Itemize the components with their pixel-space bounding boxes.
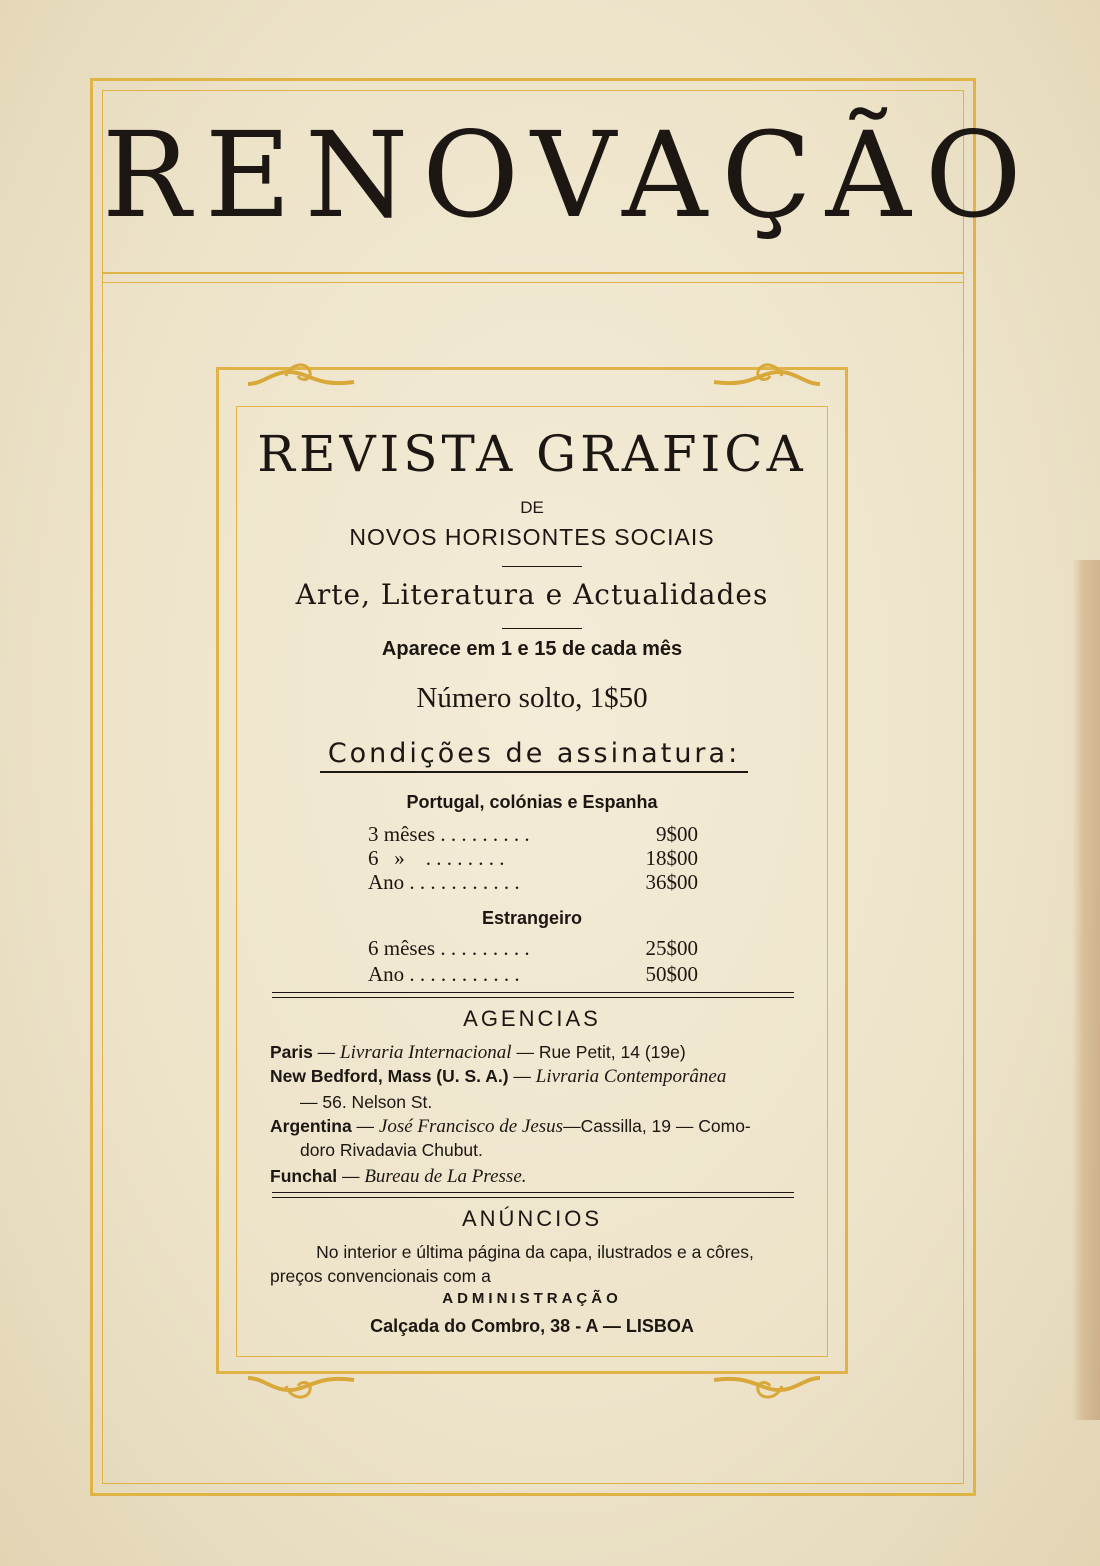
agency-argentina: Argentina — José Francisco de Jesus—Cassilla, 19 — Como- [270, 1116, 751, 1137]
agency-paris: Paris — Livraria Internacional — Rue Petit, 14 (19e) [270, 1042, 686, 1063]
agency-new-bedford-address: — 56. Nelson St. [300, 1092, 433, 1112]
subscription-heading: Condições de assinatura: [320, 738, 748, 773]
agencies-heading: AGENCIAS [463, 1006, 601, 1031]
ads-line-1: No interior e última página da capa, ilustrados e a côres, [316, 1242, 754, 1262]
price-row: 6 mêses . . . . . . . . . 25$00 [368, 936, 698, 960]
double-rule [272, 992, 794, 998]
masthead-rule [102, 282, 964, 283]
revista-de: DE [520, 498, 544, 517]
double-rule [272, 1192, 794, 1198]
masthead-title: RENOVAÇÃO [102, 106, 1036, 244]
agency-funchal: Funchal — Bureau de La Presse. [270, 1166, 527, 1187]
single-issue-price: Número solto, 1$50 [416, 682, 648, 714]
divider [502, 628, 582, 629]
art-nouveau-ornament-icon [246, 1370, 356, 1406]
administration-address: Calçada do Combro, 38 - A — LISBOA [370, 1316, 694, 1336]
revista-title: REVISTA GRAFICA [257, 425, 807, 483]
agency-new-bedford: New Bedford, Mass (U. S. A.) — Livraria Contemporânea [270, 1066, 727, 1087]
revista-subtitle: NOVOS HORISONTES SOCIAIS [349, 524, 715, 550]
price-row: Ano . . . . . . . . . . . 50$00 [368, 962, 698, 986]
divider [502, 566, 582, 567]
price-row: Ano . . . . . . . . . . . 36$00 [368, 870, 698, 894]
domestic-label: Portugal, colónias e Espanha [406, 792, 658, 812]
foreign-label: Estrangeiro [481, 908, 583, 928]
masthead-rule [102, 272, 964, 274]
price-row: 3 mêses . . . . . . . . . 9$00 [368, 822, 698, 846]
art-nouveau-ornament-icon [246, 356, 356, 392]
frequency-text: Aparece em 1 e 15 de cada mês [381, 638, 683, 660]
price-row: 6 » . . . . . . . . 18$00 [368, 846, 698, 870]
agency-argentina-address: doro Rivadavia Chubut. [300, 1140, 483, 1160]
ads-line-2: preços convencionais com a [270, 1266, 491, 1286]
revista-tagline: Arte, Literatura e Actualidades [295, 578, 769, 611]
ads-heading: ANÚNCIOS [461, 1206, 603, 1231]
art-nouveau-ornament-icon [712, 356, 822, 392]
administration-label: ADMINISTRAÇÃO [442, 1290, 622, 1307]
torn-edge [1072, 560, 1100, 1420]
art-nouveau-ornament-icon [712, 1370, 822, 1406]
